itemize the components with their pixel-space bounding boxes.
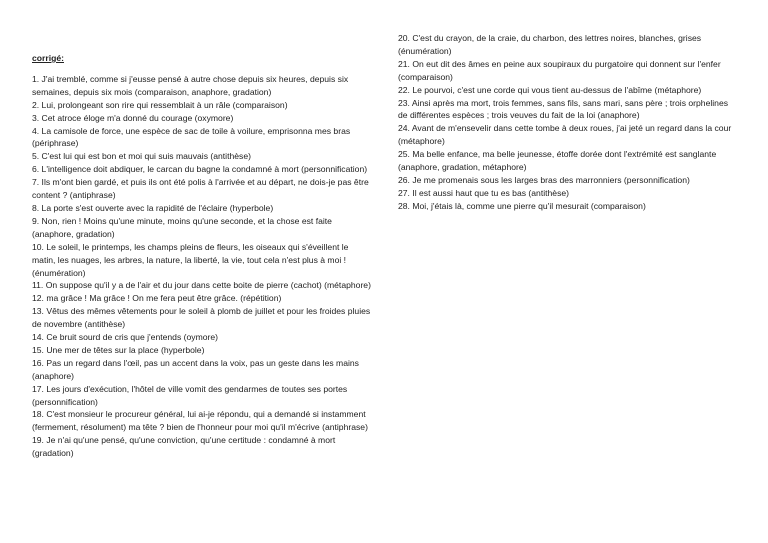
answer-item: 9. Non, rien ! Moins qu'une minute, moins qu'une seconde, et la chose est faite (anaphore, gradation) <box>32 215 332 239</box>
answer-item: 22. Le pourvoi, c'est une corde qui vous tient au-dessus de l'abîme (métaphore) <box>398 84 702 95</box>
answer-item: 10. Le soleil, le printemps, les champs pleins de fleurs, les oiseaux qui s'éveillent le matin, les nuages, les arbres, la nature, la liberté, la vie, tout cela n'est plus à moi ! (énumération) <box>32 241 349 278</box>
answer-item: 5. C'est lui qui est bon et moi qui suis mauvais (antithèse) <box>32 151 251 162</box>
answer-item: 26. Je me promenais sous les larges bras des marronniers (personnification) <box>398 174 690 185</box>
answer-item: 27. Il est aussi haut que tu es bas (antithèse) <box>398 187 570 198</box>
answer-item: 1. J'ai tremblé, comme si j'eusse pensé à autre chose depuis six heures, depuis six semaines, depuis six mois (comparaison, anaphore, gradation) <box>32 73 349 97</box>
right-answer-list <box>398 32 736 213</box>
answer-item: 19. Je n'ai qu'une pensé, qu'une conviction, qu'une certitude : condamné à mort (gradation) <box>32 435 336 459</box>
answer-item: 17. Les jours d'exécution, l'hôtel de ville vomit des gendarmes de toutes ses portes (personnification) <box>32 383 348 407</box>
answer-item: 23. Ainsi après ma mort, trois femmes, sans fils, sans mari, sans père ; trois orphelines de différentes espèces ; trois veuves du fait de la loi (anaphore) <box>398 97 729 121</box>
answer-item: 24. Avant de m'ensevelir dans cette tombe à deux roues, j'ai jeté un regard dans la cour (métaphore) <box>398 123 732 147</box>
answer-item: 2. Lui, prolongeant son rire qui ressemblait à un râle (comparaison) <box>32 99 288 110</box>
answer-item: 8. La porte s'est ouverte avec la rapidité de l'éclaire (hyperbole) <box>32 202 274 213</box>
answer-item: 18. C'est monsieur le procureur général, lui ai-je répondu, qui a demandé si instamment (fermement, résolument) ma tête ? bien de l'honneur pour moi qu'il m'écrive (antiphrase) <box>32 409 368 433</box>
right-column <box>398 32 736 213</box>
answer-item: 15. Une mer de têtes sur la place (hyperbole) <box>32 344 205 355</box>
answer-item: 25. Ma belle enfance, ma belle jeunesse, étoffe dorée dont l'extrémité est sanglante (anaphore, gradation, métaphore) <box>398 149 717 173</box>
answer-item: 12. ma grâce ! Ma grâce ! On me fera peut être grâce. (répétition) <box>32 293 282 304</box>
answer-item: 20. C'est du crayon, de la craie, du charbon, des lettres noires, blanches, grises (énumération) <box>398 33 702 56</box>
answer-item: 6. L'intelligence doit abdiquer, le carcan du bagne la condamné à mort (personnification) <box>32 164 368 175</box>
answer-item: 7. Ils m'ont bien gardé, et puis ils ont été polis à l'arrivée et au départ, ne dois-je pas être content ? (antiphrase) <box>32 177 369 201</box>
left-answer-list <box>32 73 372 460</box>
answer-item: 14. Ce bruit sourd de cris que j'entends (oymore) <box>32 332 219 343</box>
answer-item: 3. Cet atroce éloge m'a donné du courage (oxymore) <box>32 112 234 123</box>
answer-item: 4. La camisole de force, une espèce de sac de toile à voilure, emprisonna mes bras (périphrase) <box>32 125 351 149</box>
answer-item: 21. On eut dit des âmes en peine aux soupiraux du purgatoire qui donnent sur l'enfer (comparaison) <box>398 58 721 82</box>
answer-item: 28. Moi, j'étais là, comme une pierre qu'il mesurait (comparaison) <box>398 200 646 211</box>
left-column <box>32 52 372 460</box>
answer-item: 13. Vêtus des mêmes vêtements pour le soleil à plomb de juillet et pour les froides pluies de novembre (antithèse) <box>32 306 371 330</box>
answer-item: 11. On suppose qu'il y a de l'air et du jour dans cette boite de pierre (cachot) (métaphore) <box>32 280 371 291</box>
answer-item: 16. Pas un regard dans l'œil, pas un accent dans la voix, pas un geste dans les mains (anaphore) <box>32 357 359 381</box>
heading-corrige: corrigé: <box>32 53 64 63</box>
